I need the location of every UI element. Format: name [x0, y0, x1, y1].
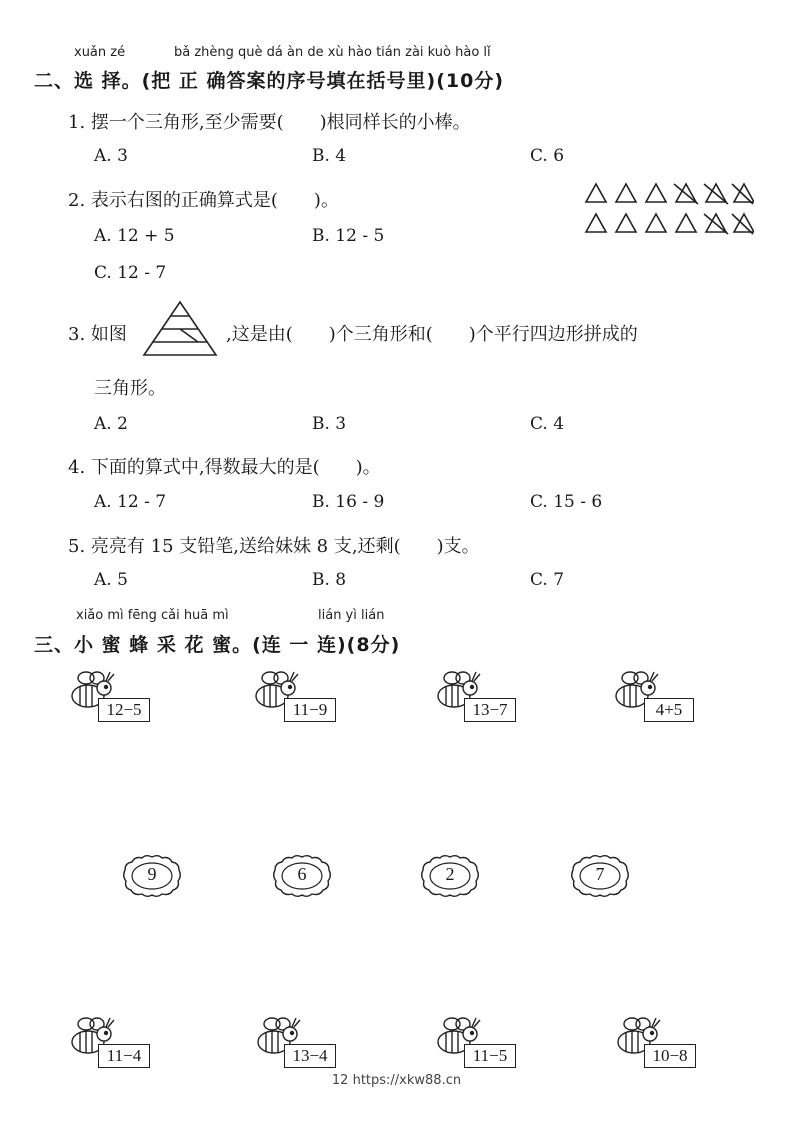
- bee-expression: 11−5: [464, 1044, 516, 1068]
- q5-option-b: B. 8: [312, 570, 347, 590]
- q1-option-b: B. 4: [312, 146, 347, 166]
- q3-option-c: C. 4: [530, 414, 565, 434]
- question-1: 1. 摆一个三角形,至少需要( )根同样长的小棒。: [68, 112, 471, 133]
- section2-heading: 二、选 择。(把 正 确答案的序号填在括号里)(10分): [34, 70, 505, 92]
- section2-pinyin-2: bǎ zhèng què dá àn de xù hào tián zài kuò hào lǐ: [174, 45, 491, 60]
- triangle-icon: [646, 214, 666, 232]
- q2-option-c: C. 12 - 7: [94, 263, 167, 283]
- triangles-figure: [584, 180, 754, 240]
- bee-expression: 10−8: [644, 1044, 696, 1068]
- flower-value: 2: [445, 864, 455, 884]
- triangle-icon: [676, 214, 696, 232]
- q3-option-b: B. 3: [312, 414, 347, 434]
- section2-pinyin-1: xuǎn zé: [74, 45, 126, 60]
- page-footer[interactable]: 12 https://xkw88.cn: [331, 1073, 462, 1088]
- q5-option-a: A. 5: [94, 570, 128, 590]
- flower-card[interactable]: [122, 854, 182, 902]
- triangle-composite-figure: [142, 300, 218, 358]
- flower-card[interactable]: [420, 854, 480, 902]
- question-3-prefix: 3. 如图: [68, 324, 127, 345]
- flower-value: 6: [297, 864, 307, 884]
- question-2: 2. 表示右图的正确算式是( )。: [68, 190, 339, 211]
- question-3-suffix: 三角形。: [94, 378, 166, 399]
- section3-pinyin-2: lián yì lián: [318, 608, 385, 623]
- q4-option-b: B. 16 - 9: [312, 492, 385, 512]
- triangle-icon: [586, 214, 606, 232]
- bee-expression: 13−7: [464, 698, 516, 722]
- crossed-triangle-icon: [734, 184, 754, 202]
- section3-heading: 三、小 蜜 蜂 采 花 蜜。(连 一 连)(8分): [34, 634, 401, 656]
- question-4: 4. 下面的算式中,得数最大的是( )。: [68, 457, 381, 478]
- triangle-icon: [586, 184, 606, 202]
- crossed-triangle-icon: [734, 214, 754, 232]
- q1-option-c: C. 6: [530, 146, 565, 166]
- triangle-icon: [646, 184, 666, 202]
- bee-expression: 13−4: [284, 1044, 336, 1068]
- bee-expression: 11−4: [98, 1044, 150, 1068]
- q5-option-c: C. 7: [530, 570, 565, 590]
- section3-pinyin-1: xiǎo mì fēng cǎi huā mì: [76, 608, 229, 623]
- flower-value: 9: [147, 864, 157, 884]
- q1-option-a: A. 3: [94, 146, 128, 166]
- flower-value: 7: [595, 864, 605, 884]
- q2-option-a: A. 12 + 5: [94, 226, 175, 246]
- q3-option-a: A. 2: [94, 414, 128, 434]
- triangle-icon: [616, 184, 636, 202]
- flower-card[interactable]: [272, 854, 332, 902]
- bee-expression: 4+5: [644, 698, 694, 722]
- bee-expression: 12−5: [98, 698, 150, 722]
- flower-card[interactable]: [570, 854, 630, 902]
- q4-option-c: C. 15 - 6: [530, 492, 603, 512]
- triangle-icon: [616, 214, 636, 232]
- question-3-text: ,这是由( )个三角形和( )个平行四边形拼成的: [226, 324, 638, 345]
- q4-option-a: A. 12 - 7: [94, 492, 167, 512]
- question-5: 5. 亮亮有 15 支铅笔,送给妹妹 8 支,还剩( )支。: [68, 536, 480, 557]
- bee-expression: 11−9: [284, 698, 336, 722]
- q2-option-b: B. 12 - 5: [312, 226, 385, 246]
